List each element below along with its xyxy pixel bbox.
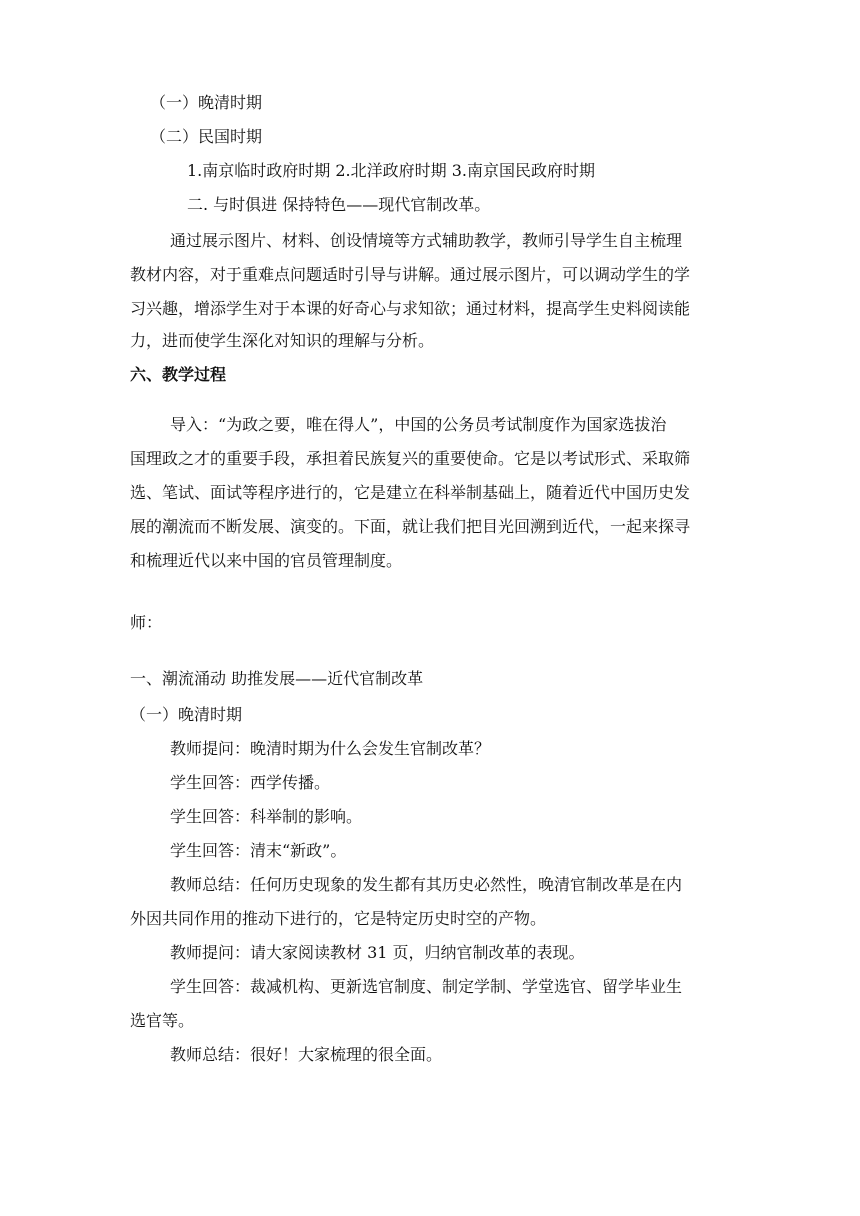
intro-line: 和梳理近代以来中国的官员管理制度。 [130, 551, 403, 570]
dialogue-line: 学生回答：科举制的影响。 [170, 807, 363, 826]
paragraph-line: 力，进而使学生深化对知识的理解与分析。 [130, 331, 435, 350]
intro-line: 展的潮流而不断发展、演变的。下面，就让我们把目光回溯到近代，一起来探寻 [130, 517, 691, 536]
outline-item-late-qing: （一）晚清时期 [150, 93, 263, 112]
intro-line: 选、笔试、面试等程序进行的，它是建立在科举制基础上，随着近代中国历史发 [130, 483, 691, 502]
dialogue-line: 学生回答：裁减机构、更新选官制度、制定学制、学堂选官、留学毕业生 [170, 977, 683, 996]
dialogue-line: 教师提问：请大家阅读教材 31 页，归纳官制改革的表现。 [170, 943, 585, 962]
paragraph-line: 习兴趣，增添学生对于本课的好奇心与求知欲；通过材料，提高学生史料阅读能 [130, 299, 691, 318]
intro-line: 导入：“为政之要，唯在得人”，中国的公务员考试制度作为国家选拔治 [170, 415, 667, 434]
dialogue-line: 学生回答：西学传播。 [170, 773, 331, 792]
outline-item-republic: （二）民国时期 [150, 127, 263, 146]
teacher-label: 师： [130, 613, 163, 632]
dialogue-line: 教师提问：晚清时期为什么会发生官制改革？ [170, 739, 491, 758]
dialogue-line: 教师总结：很好！大家梳理的很全面。 [170, 1045, 443, 1064]
dialogue-line: 教师总结：任何历史现象的发生都有其历史必然性，晚清官制改革是在内 [170, 875, 683, 894]
dialogue-line: 选官等。 [130, 1011, 195, 1030]
paragraph-line: 通过展示图片、材料、创设情境等方式辅助教学，教师引导学生自主梳理 [170, 231, 683, 250]
subsection-heading: 一、潮流涌动 助推发展——近代官制改革 [130, 669, 424, 688]
dialogue-line: 学生回答：清末“新政”。 [170, 841, 347, 860]
intro-line: 国理政之才的重要手段，承担着民族复兴的重要使命。它是以考试形式、采取筛 [130, 449, 691, 468]
outline-subitems: 1.南京临时政府时期 2.北洋政府时期 3.南京国民政府时期 [187, 161, 595, 180]
paragraph-line: 教材内容，对于重难点问题适时引导与讲解。通过展示图片，可以调动学生的学 [130, 265, 691, 284]
section-heading: 六、教学过程 [130, 365, 227, 384]
subsection-title: （一）晚清时期 [130, 705, 243, 724]
outline-section-two: 二. 与时俱进 保持特色——现代官制改革。 [187, 195, 491, 214]
dialogue-line: 外因共同作用的推动下进行的，它是特定历史时空的产物。 [130, 909, 547, 928]
